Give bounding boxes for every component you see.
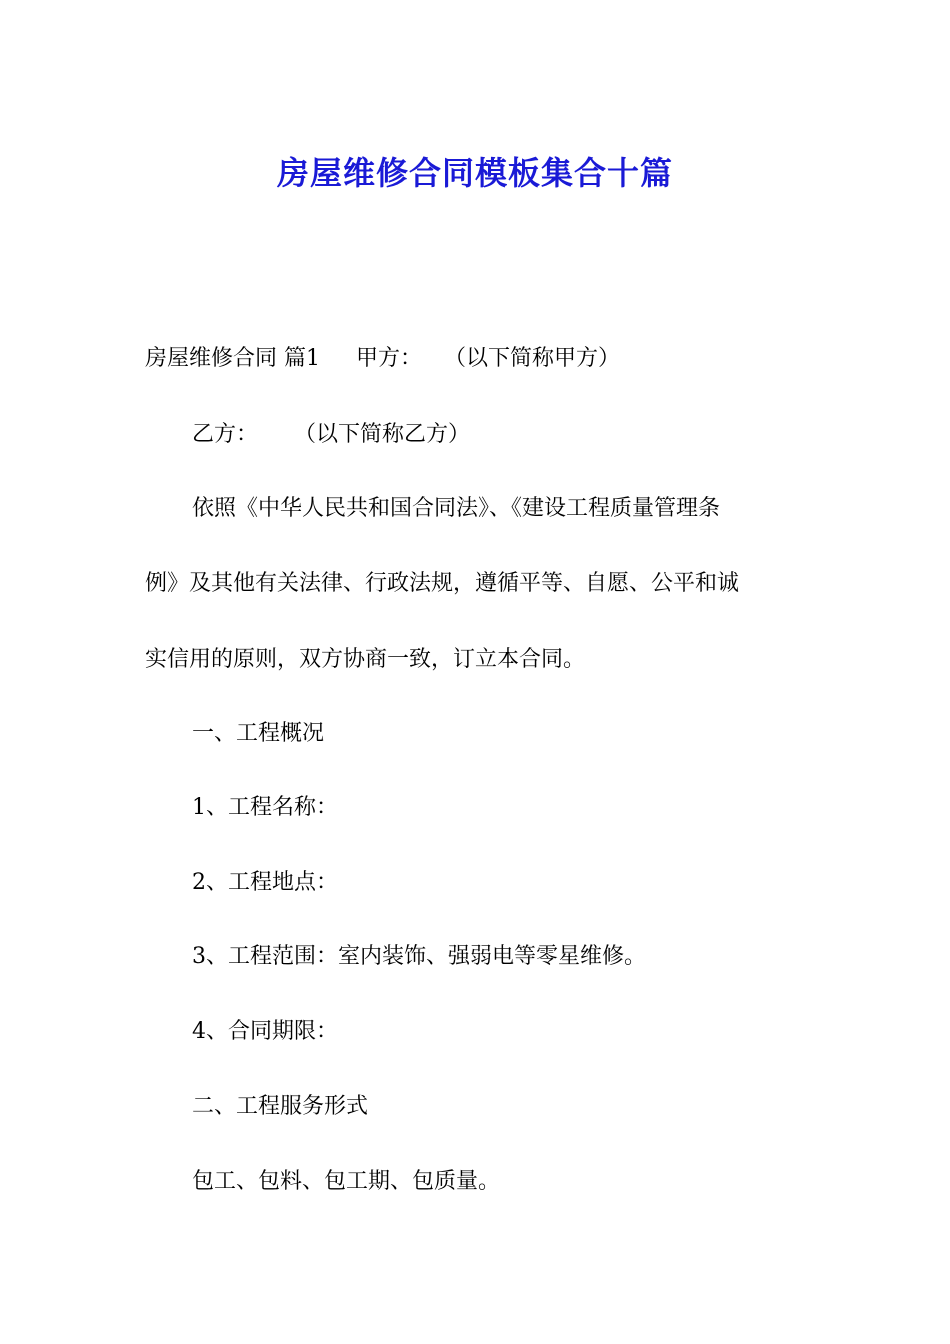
section-1-item-2: 2、工程地点： <box>192 870 338 895</box>
document-title: 房屋维修合同模板集合十篇 <box>276 154 673 193</box>
section-2-body: 包工、包料、包工期、包质量。 <box>192 1169 501 1194</box>
section-title: 房屋维修合同 篇1 <box>145 346 320 371</box>
section-2-heading: 二、工程服务形式 <box>192 1094 369 1119</box>
preamble-line-1: 依照《中华人民共和国合同法》、《建设工程质量管理条 <box>192 496 721 521</box>
party-b-label: 乙方： <box>192 422 259 447</box>
preamble-line-2: 例》及其他有关法律、行政法规，遵循平等、自愿、公平和诚 <box>145 571 740 596</box>
section-1-item-4: 4、合同期限： <box>192 1019 338 1044</box>
party-a-note: （以下简称甲方） <box>444 346 621 371</box>
party-b-note: （以下简称乙方） <box>294 422 471 447</box>
section-1-item-3: 3、工程范围：室内装饰、强弱电等零星维修。 <box>192 944 646 969</box>
party-b-line <box>192 417 872 453</box>
section-1-item-1: 1、工程名称： <box>192 795 338 820</box>
contract-header-line <box>145 341 825 377</box>
section-1-heading: 一、工程概况 <box>192 721 325 746</box>
preamble-line-3: 实信用的原则，双方协商一致，订立本合同。 <box>145 647 586 672</box>
party-a-label: 甲方： <box>356 346 423 371</box>
